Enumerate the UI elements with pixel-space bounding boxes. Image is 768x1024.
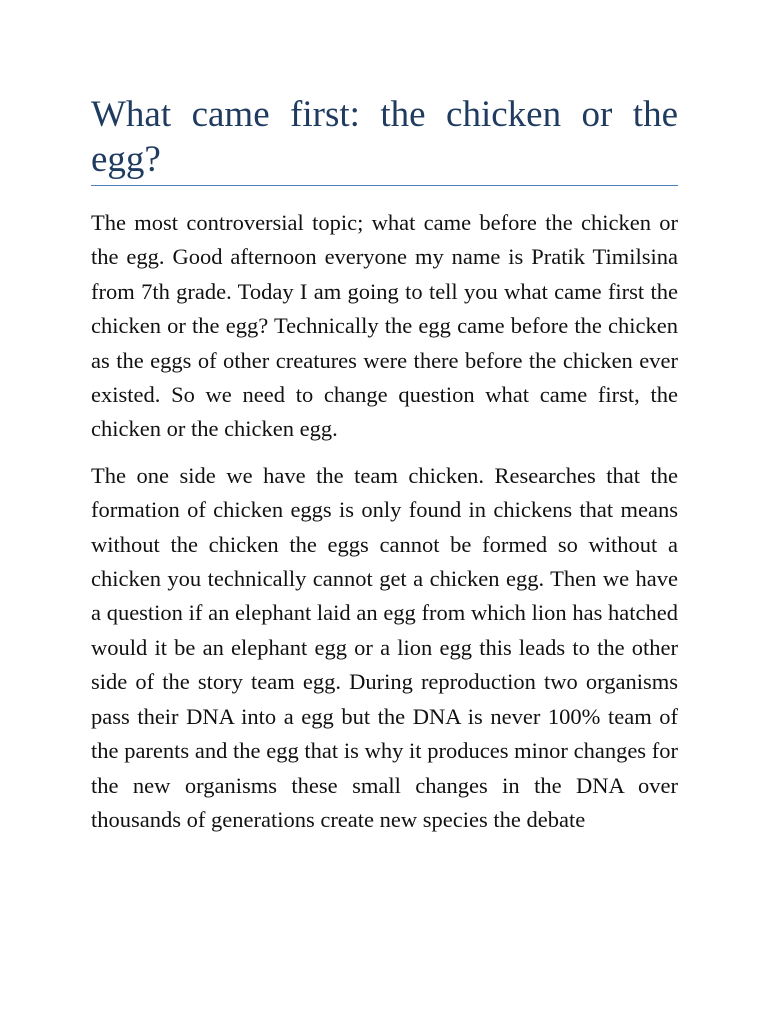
document-content: [91, 92, 678, 837]
page-title: What came first: the chicken or the egg?: [91, 94, 678, 180]
paragraph-team-chicken: The one side we have the team chicken. Researches that the formation of chicken eggs is only found in chickens that means without the chicken the eggs cannot be formed so without a chicken you technically cannot get a chicken egg. Then we have a question if an elephant laid an egg from which lion has hatched would it be an elephant egg or a lion egg this leads to the other side of the story team egg. During reproduction two organisms pass their DNA into a egg but the DNA is never 100% team of the parents and the egg that is why it produces minor changes for the new organisms these small changes in the DNA over thousands of generations create new species the debate: [91, 462, 678, 832]
paragraph-intro: The most controversial topic; what came before the chicken or the egg. Good afternoon everyone my name is Pratik Timilsina from 7th grade. Today I am going to tell you what came first the chicken or the egg? Technically the egg came before the chicken as the eggs of other creatures were there before the chicken ever existed. So we need to change question what came first, the chicken or the chicken egg.: [91, 210, 678, 442]
title-underline-rule: [91, 185, 678, 186]
